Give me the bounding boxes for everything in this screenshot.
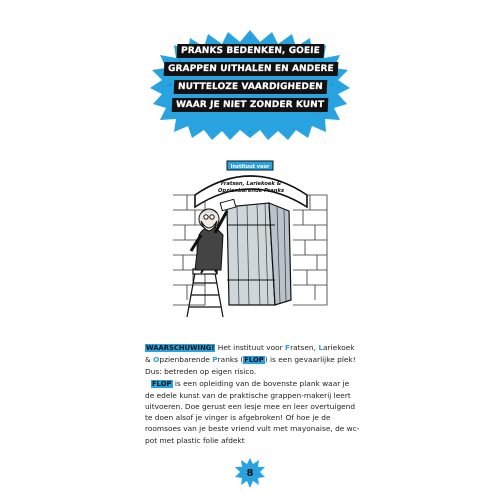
- body-text: [145, 342, 360, 446]
- highlight-letter: L: [318, 343, 324, 352]
- text-run: ariekoek &: [145, 343, 355, 365]
- text-run: pzienbarende: [159, 355, 213, 365]
- institute-gate-illustration: [165, 155, 335, 330]
- text-run: Het instituut voor: [215, 343, 285, 352]
- highlight-letter: P: [212, 355, 218, 365]
- page-number: 8: [246, 467, 254, 479]
- title-line-2: GRAPPEN UITHALEN EN ANDERE: [163, 62, 337, 76]
- text-run: is een opleiding van de bovenste plank waar je de edele kunst van de praktische grappen-makerij leert uitvoeren. Doe gerust een lesje mee en leer overtuigend te doen alsof je vinger is afgebroken! Of hoe je de roomsoes van je beste vriend vult met mayonaise, de wc-pot met plastic folie afdekt: [145, 378, 360, 445]
- warning-label: WAARSCHUWING!: [146, 344, 215, 352]
- title-block: [163, 44, 338, 112]
- title-line-1: PRANKS BEDENKEN, GOEIE: [177, 44, 325, 58]
- highlight-letter: F: [285, 343, 291, 352]
- sign-line-1: Fratsen, Lariekoek &: [220, 181, 282, 187]
- paragraph-flop: [145, 378, 360, 446]
- text-run: ranks (: [217, 355, 244, 365]
- paragraph-warning: [145, 342, 360, 378]
- title-line-4: WAAR JE NIET ZONDER KUNT: [172, 98, 329, 112]
- title-line-3: NUTTELOZE VAARDIGHEDEN: [174, 80, 328, 94]
- sign-top-text: Instituut voor: [230, 164, 270, 170]
- flop-label: FLOP: [152, 379, 172, 388]
- text-run: ) is een gevaarlijke plek! Dus: betreden op eigen risico.: [145, 355, 356, 377]
- text-run: ratsen,: [290, 343, 319, 352]
- highlight-letter: O: [153, 355, 160, 365]
- brick-wall-right: [293, 195, 327, 305]
- flop-label: FLOP: [244, 356, 264, 365]
- wooden-doors: [227, 203, 291, 305]
- sign-line-2: Opzienbarende Pranks: [217, 188, 285, 194]
